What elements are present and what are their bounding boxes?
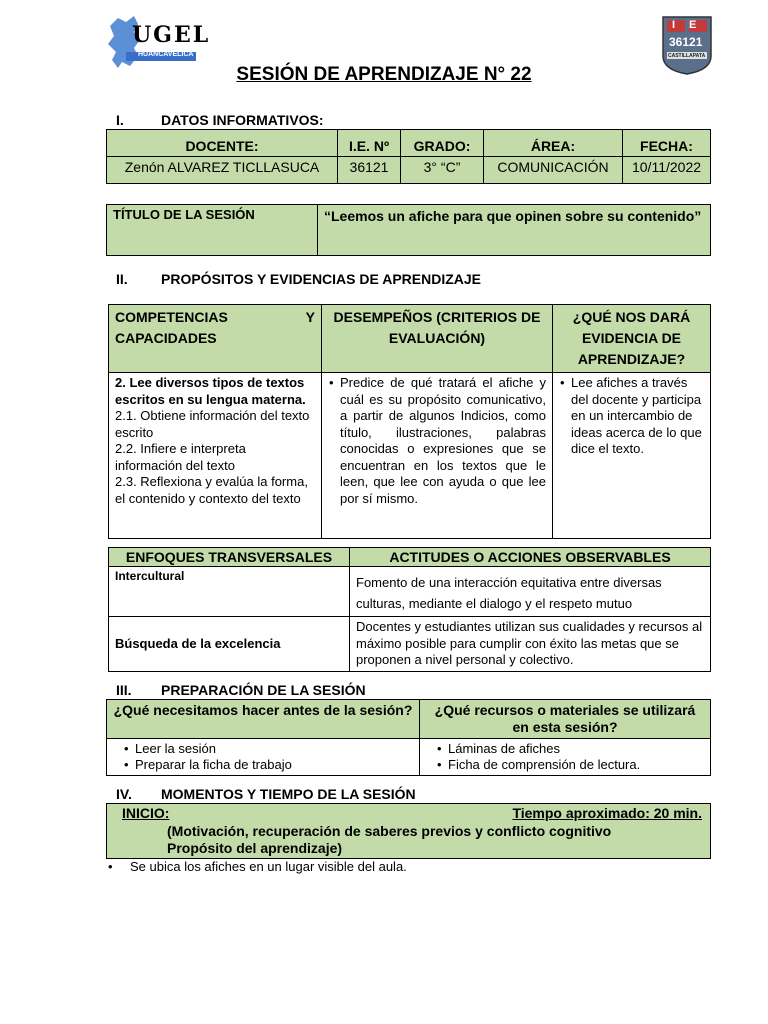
desempenos-header: DESEMPEÑOS (CRITERIOS DE EVALUACIÓN) (322, 305, 553, 373)
competencias-header: COMPETENCIAS Y CAPACIDADES (109, 305, 322, 373)
crest-sub: CASTILLAPATA (668, 53, 706, 59)
recursos-item-1: • Láminas de afiches (448, 741, 704, 757)
evidencia-text: • Lee afiches a través del docente y participa en un intercambio de ideas acerca de lo que dice el texto. (571, 375, 704, 458)
fecha-value: 10/11/2022 (623, 157, 711, 184)
antes-item-1: • Leer la sesión (135, 741, 413, 757)
enfoque-intercultural: Intercultural (109, 567, 350, 617)
ie-value: 36121 (338, 157, 401, 184)
evidencia-cell (553, 373, 711, 539)
capacidad-3: 2.3. Reflexiona y evalúa la forma, el contenido y contexto del texto (115, 474, 308, 506)
grado-header: GRADO: (401, 130, 484, 157)
desempeno-cell (322, 373, 553, 539)
recursos-header: ¿Qué recursos o materiales se utilizará en esta sesión? (420, 700, 711, 739)
antes-list (107, 739, 420, 776)
ie-header: I.E. Nº (338, 130, 401, 157)
inicio-box (106, 803, 711, 859)
inicio-label: INICIO: (122, 805, 170, 821)
section-2-heading: II. PROPÓSITOS Y EVIDENCIAS DE APRENDIZAJE (116, 271, 482, 287)
crest-code: 36121 (669, 35, 703, 49)
preparacion-table (106, 699, 711, 776)
grado-value: 3° “C” (401, 157, 484, 184)
fecha-header: FECHA: (623, 130, 711, 157)
datos-table (106, 129, 711, 184)
inicio-bullet-text: Se ubica los afiches en un lugar visible del aula. (130, 859, 407, 874)
section-1-heading: I. DATOS INFORMATIVOS: (116, 112, 324, 128)
antes-item-2: • Preparar la ficha de trabajo (135, 757, 413, 773)
ugel-logo-text: UGEL (132, 22, 211, 48)
enfoques-header: ENFOQUES TRANSVERSALES (109, 548, 350, 567)
inicio-description: (Motivación, recuperación de saberes previos y conflicto cognitivo Propósito del aprendizaje) (167, 823, 612, 856)
enfoques-table (108, 547, 711, 672)
actitud-intercultural: Fomento de una interacción equitativa entre diversas culturas, mediante el dialogo y el respeto mutuo (350, 567, 711, 617)
section-3-heading: III. PREPARACIÓN DE LA SESIÓN (116, 682, 366, 698)
section-4-heading: IV. MOMENTOS Y TIEMPO DE LA SESIÓN (116, 786, 416, 802)
actitud-excelencia: Docentes y estudiantes utilizan sus cualidades y recursos al máximo posible para cumplir con éxito las metas que se proponen a nivel personal y colectivo. (350, 617, 711, 672)
titulo-value: “Leemos un afiche para que opinen sobre su contenido” (318, 205, 711, 256)
area-value: COMUNICACIÓN (484, 157, 623, 184)
enfoque-excelencia: Búsqueda de la excelencia (109, 617, 350, 672)
area-header: ÁREA: (484, 130, 623, 157)
propositos-table (108, 304, 711, 539)
page-title: SESIÓN DE APRENDIZAJE N° 22 (236, 64, 532, 85)
competencias-cell (109, 373, 322, 539)
recursos-list (420, 739, 711, 776)
capacidad-1: 2.1. Obtiene información del texto escrito (115, 408, 310, 440)
tiempo-label: Tiempo aproximado: 20 min. (512, 805, 702, 821)
desempeno-text: • Predice de qué tratará el afiche y cuál es su propósito comunicativo, a partir de algunos Indicios, como título, ilustraciones, palabras conocidas o expresiones que se encuentran en los textos que le leen, que lee con ayuda o que lee por sí mismo. (340, 375, 546, 507)
capacidad-2: 2.2. Infiere e interpreta información del texto (115, 441, 246, 473)
inicio-bullet: • Se ubica los afiches en un lugar visible del aula. (108, 859, 407, 874)
evidencia-header: ¿QUÉ NOS DARÁ EVIDENCIA DE APRENDIZAJE? (553, 305, 711, 373)
crest-letters: IE (672, 19, 711, 31)
titulo-table (106, 204, 711, 256)
competencia-title: 2. Lee diversos tipos de textos escritos en su lengua materna. (115, 375, 306, 407)
docente-value: Zenón ALVAREZ TICLLASUCA (107, 157, 338, 184)
ugel-logo-sub: HUANCAVELICA (138, 51, 194, 58)
actitudes-header: ACTITUDES O ACCIONES OBSERVABLES (350, 548, 711, 567)
titulo-label: TÍTULO DE LA SESIÓN (107, 205, 318, 256)
antes-header: ¿Qué necesitamos hacer antes de la sesión? (107, 700, 420, 739)
ugel-logo (104, 12, 211, 70)
docente-header: DOCENTE: (107, 130, 338, 157)
recursos-item-2: • Ficha de comprensión de lectura. (448, 757, 704, 773)
